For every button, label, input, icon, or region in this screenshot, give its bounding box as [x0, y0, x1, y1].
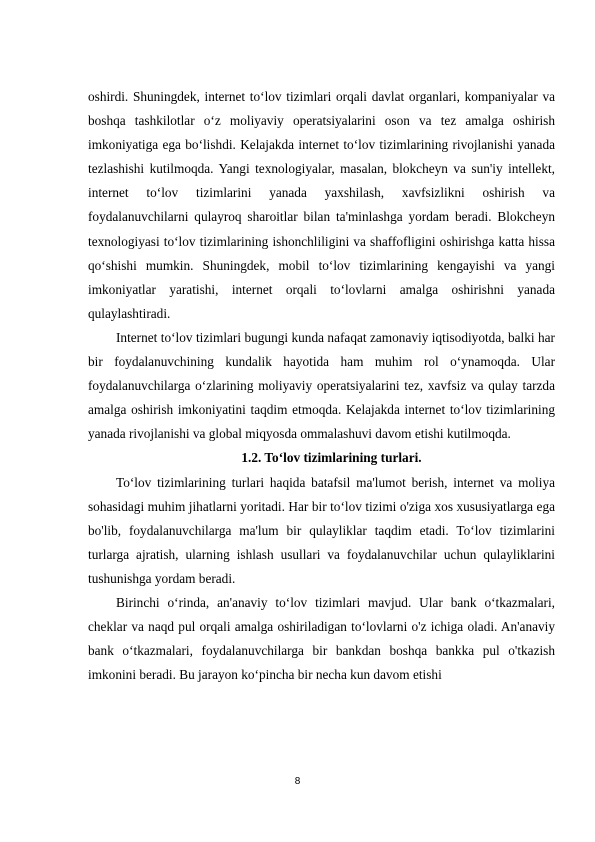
section-heading: 1.2. To‘lov tizimlarining turlari. [241, 450, 422, 466]
document-page [88, 85, 555, 687]
paragraph-payment-types-intro: To‘lov tizimlarining turlari haqida batafsil ma'lumot berish, internet va moliya sohasidagi muhim jihatlarni yoritadi. Har bir to‘lov tizimi o'ziga xos xususiyatlarga ega bo'lib, foydalanuvchilarga ma'lum bir qulayliklar taqdim etadi. To‘lov tizimlarini turlarga ajratish, ularning ishlash usullari va foydalanuvchilar uchun qulayliklarini tushunishga yordam beradi. [88, 474, 555, 586]
page-number: 8 [294, 776, 301, 787]
paragraph-continuation: oshirdi. Shuningdek, internet to‘lov tizimlari orqali davlat organlari, kompaniyalar va boshqa tashkilotlar o‘z moliyaviy operatsiyalarini oson va tez amalga oshirish imkoniyatiga ega bo‘lishdi. Kelajakda internet to‘lov tizimlarining rivojlanishi yanada tezlashishi kutilmoqda. Yangi texnologiyalar, masalan, blokcheyn va sun'iy intellekt, internet to‘lov tizimlarini yanada yaxshilash, xavfsizlikni oshirish va foydalanuvchilarni qulayroq sharoitlar bilan ta'minlashga yordam beradi. Blokcheyn texnologiyasi to‘lov tizimlarining ishonchliligini va shaffofligini oshirishga katta hissa qo‘shishi mumkin. Shuningdek, mobil to‘lov tizimlarining kengayishi va yangi imkoniyatlar yaratishi, internet orqali to‘lovlarni amalga oshirishni yanada qulaylashtiradi. [88, 89, 555, 321]
paragraph-internet-payment-importance: Internet to‘lov tizimlari bugungi kunda nafaqat zamonaviy iqtisodiyotda, balki har bir foydalanuvchining kundalik hayotida ham muhim rol o‘ynamoqda. Ular foydalanuvchilarga o‘zlarining moliyaviy operatsiyalarini tez, xavfsiz va qulay tarzda amalga oshirish imkoniyatini taqdim etmoqda. Kelajakda internet to‘lov tizimlarining yanada rivojlanishi va global miqyosda ommalashuvi davom etishi kutilmoqda. [88, 329, 555, 442]
paragraph-traditional-payment: Birinchi o‘rinda, an'anaviy to‘lov tizimlari mavjud. Ular bank o‘tkazmalari, cheklar va naqd pul orqali amalga oshiriladigan to‘lovlarni o'z ichiga oladi. An'anaviy bank o‘tkazmalari, foydalanuvchilarga bir bankdan boshqa bankka pul o'tkazish imkonini beradi. Bu jarayon ko‘pincha bir necha kun davom etishi [88, 594, 555, 683]
